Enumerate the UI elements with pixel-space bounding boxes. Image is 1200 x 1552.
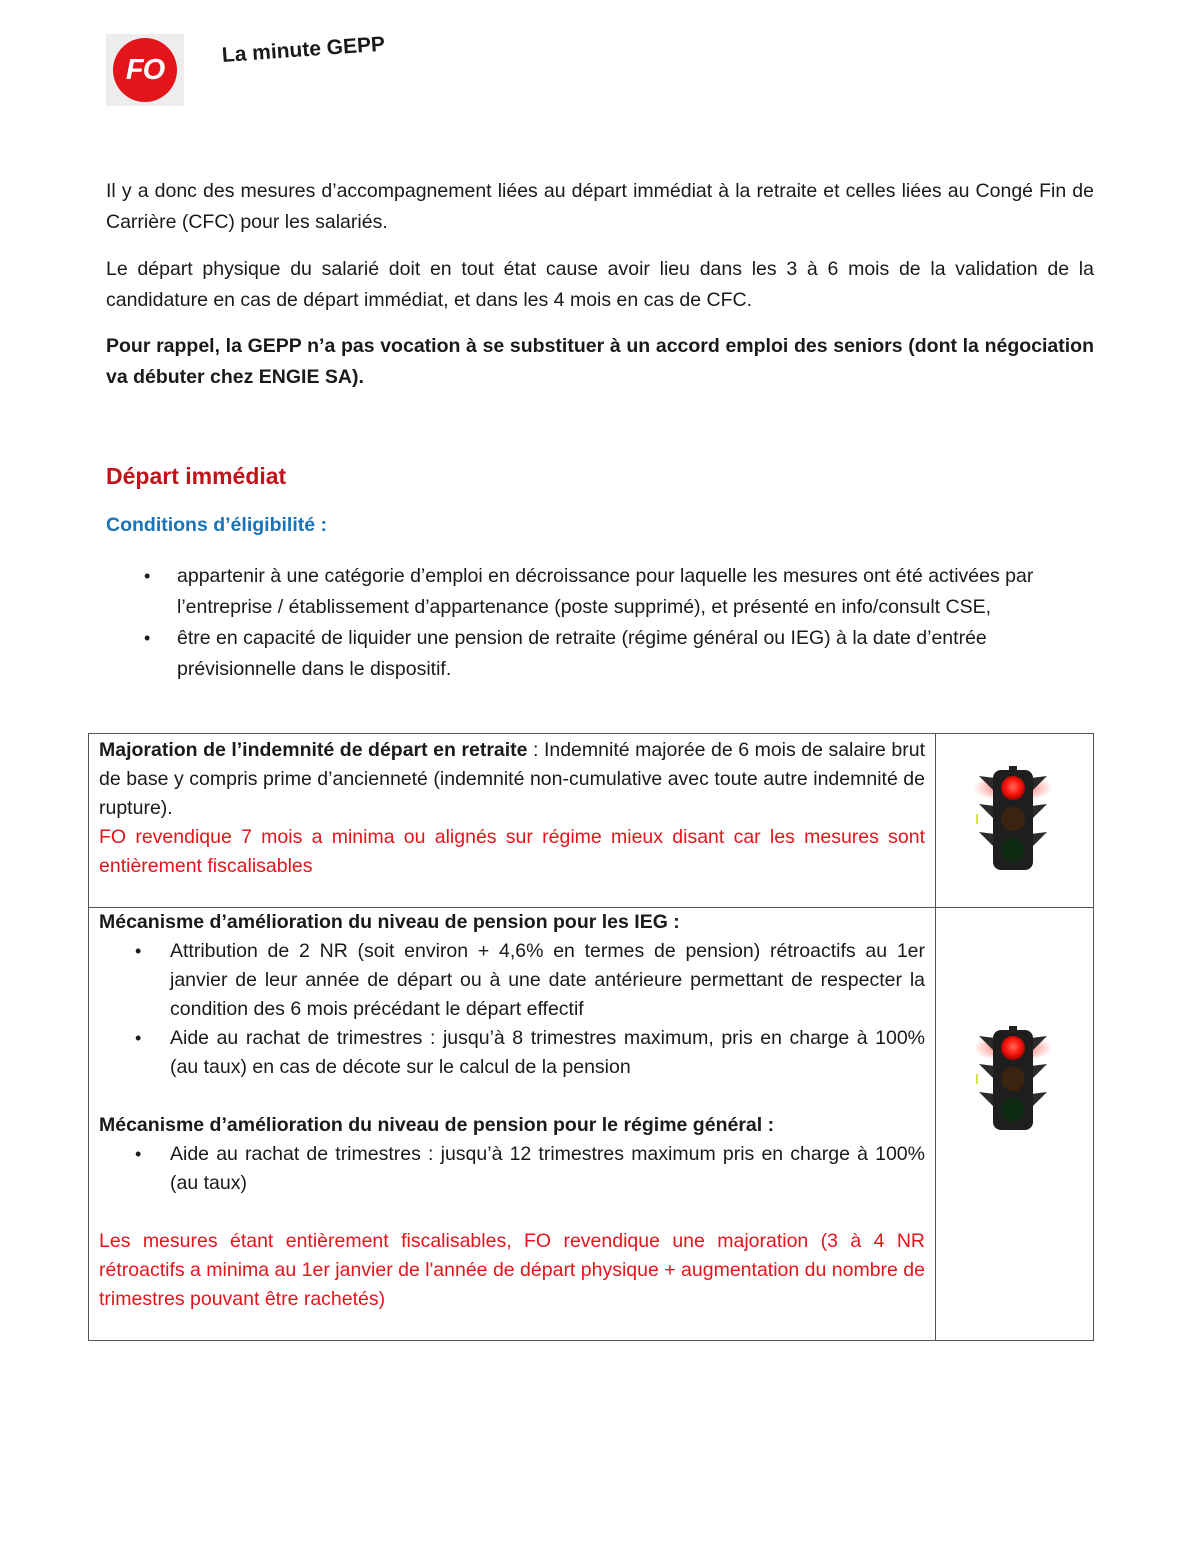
bullet-icon: • (135, 1144, 142, 1164)
bullet-icon: • (135, 941, 142, 961)
table-cell-description (99, 908, 925, 1314)
fo-logo-circle (113, 38, 177, 102)
logo-text: FO (125, 53, 165, 86)
ieg-heading: Mécanisme d’amélioration du niveau de pension pour les IEG : (99, 911, 680, 933)
fo-claim: Les mesures étant entièrement fiscalisables, FO revendique une majoration (3 à 4 NR rétroactifs a minima au 1er janvier de l'année de départ physique + augmentation du nombre de trimestres pouvant être rachetés) (99, 1230, 925, 1310)
list-item (144, 623, 1087, 685)
eligibility-list (0, 561, 1200, 685)
list-item (99, 937, 925, 1024)
list-item (99, 1140, 925, 1198)
section-title: Départ immédiat (106, 463, 287, 489)
bullet-icon: • (144, 628, 151, 648)
document-title: La minute GEPP (221, 32, 386, 67)
bullet-icon: • (135, 1028, 142, 1048)
row-text: : Indemnité majorée de 6 mois de salaire brut de base y compris prime d’ancienneté (indemnité non-cumulative avec toute autre indemnité de rupture). (99, 739, 925, 819)
table-row (89, 734, 1093, 908)
row-label: Majoration de l’indemnité de départ en retraite (99, 739, 528, 761)
table-row (89, 908, 1093, 1340)
list-item (144, 561, 1087, 623)
measures-table (88, 733, 1094, 1341)
bullet-icon: • (144, 566, 151, 586)
list-item (99, 1024, 925, 1082)
rg-heading: Mécanisme d’amélioration du niveau de pension pour le régime général : (99, 1114, 775, 1136)
traffic-light-red-icon (973, 1024, 1053, 1134)
section-subtitle: Conditions d’éligibilité : (106, 514, 327, 536)
list-item-text: Aide au rachat de trimestres : jusqu’à 8 trimestres maximum, pris en charge à 100% (au taux) en cas de décote sur le calcul de la pension (170, 1027, 925, 1078)
intro-paragraph-1: Il y a donc des mesures d’accompagnement liées au départ immédiat à la retraite et celles liées au Congé Fin de Carrière (CFC) pour les salariés. (106, 180, 1094, 233)
table-cell-description (99, 736, 925, 881)
fo-claim: FO revendique 7 mois a minima ou alignés sur régime mieux disant car les mesures sont entièrement fiscalisables (99, 826, 925, 877)
logo (106, 34, 184, 106)
list-item-text: Aide au rachat de trimestres : jusqu’à 12 trimestres maximum pris en charge à 100% (au taux) (170, 1143, 925, 1194)
intro-paragraph-2: Le départ physique du salarié doit en tout état cause avoir lieu dans les 3 à 6 mois de la validation de la candidature en cas de départ immédiat, et dans les 4 mois en cas de CFC. (106, 258, 1094, 311)
list-item-text: appartenir à une catégorie d’emploi en décroissance pour laquelle les mesures ont été activées par l’entreprise / établissement d’appartenance (poste supprimé), et présenté en info/consult CSE, (177, 565, 1034, 618)
list-item-text: être en capacité de liquider une pension de retraite (régime général ou IEG) à la date d’entrée prévisionnelle dans le dispositif. (177, 627, 987, 680)
traffic-light-red-icon (973, 764, 1053, 874)
list-item-text: Attribution de 2 NR (soit environ + 4,6% en termes de pension) rétroactifs au 1er janvier de leur année de départ ou à une date antérieure permettant de respecter la condition des 6 mois précédant le départ effectif (170, 940, 925, 1020)
intro-paragraph-3: Pour rappel, la GEPP n’a pas vocation à se substituer à un accord emploi des seniors (dont la négociation va débuter chez ENGIE SA). (106, 335, 1094, 388)
